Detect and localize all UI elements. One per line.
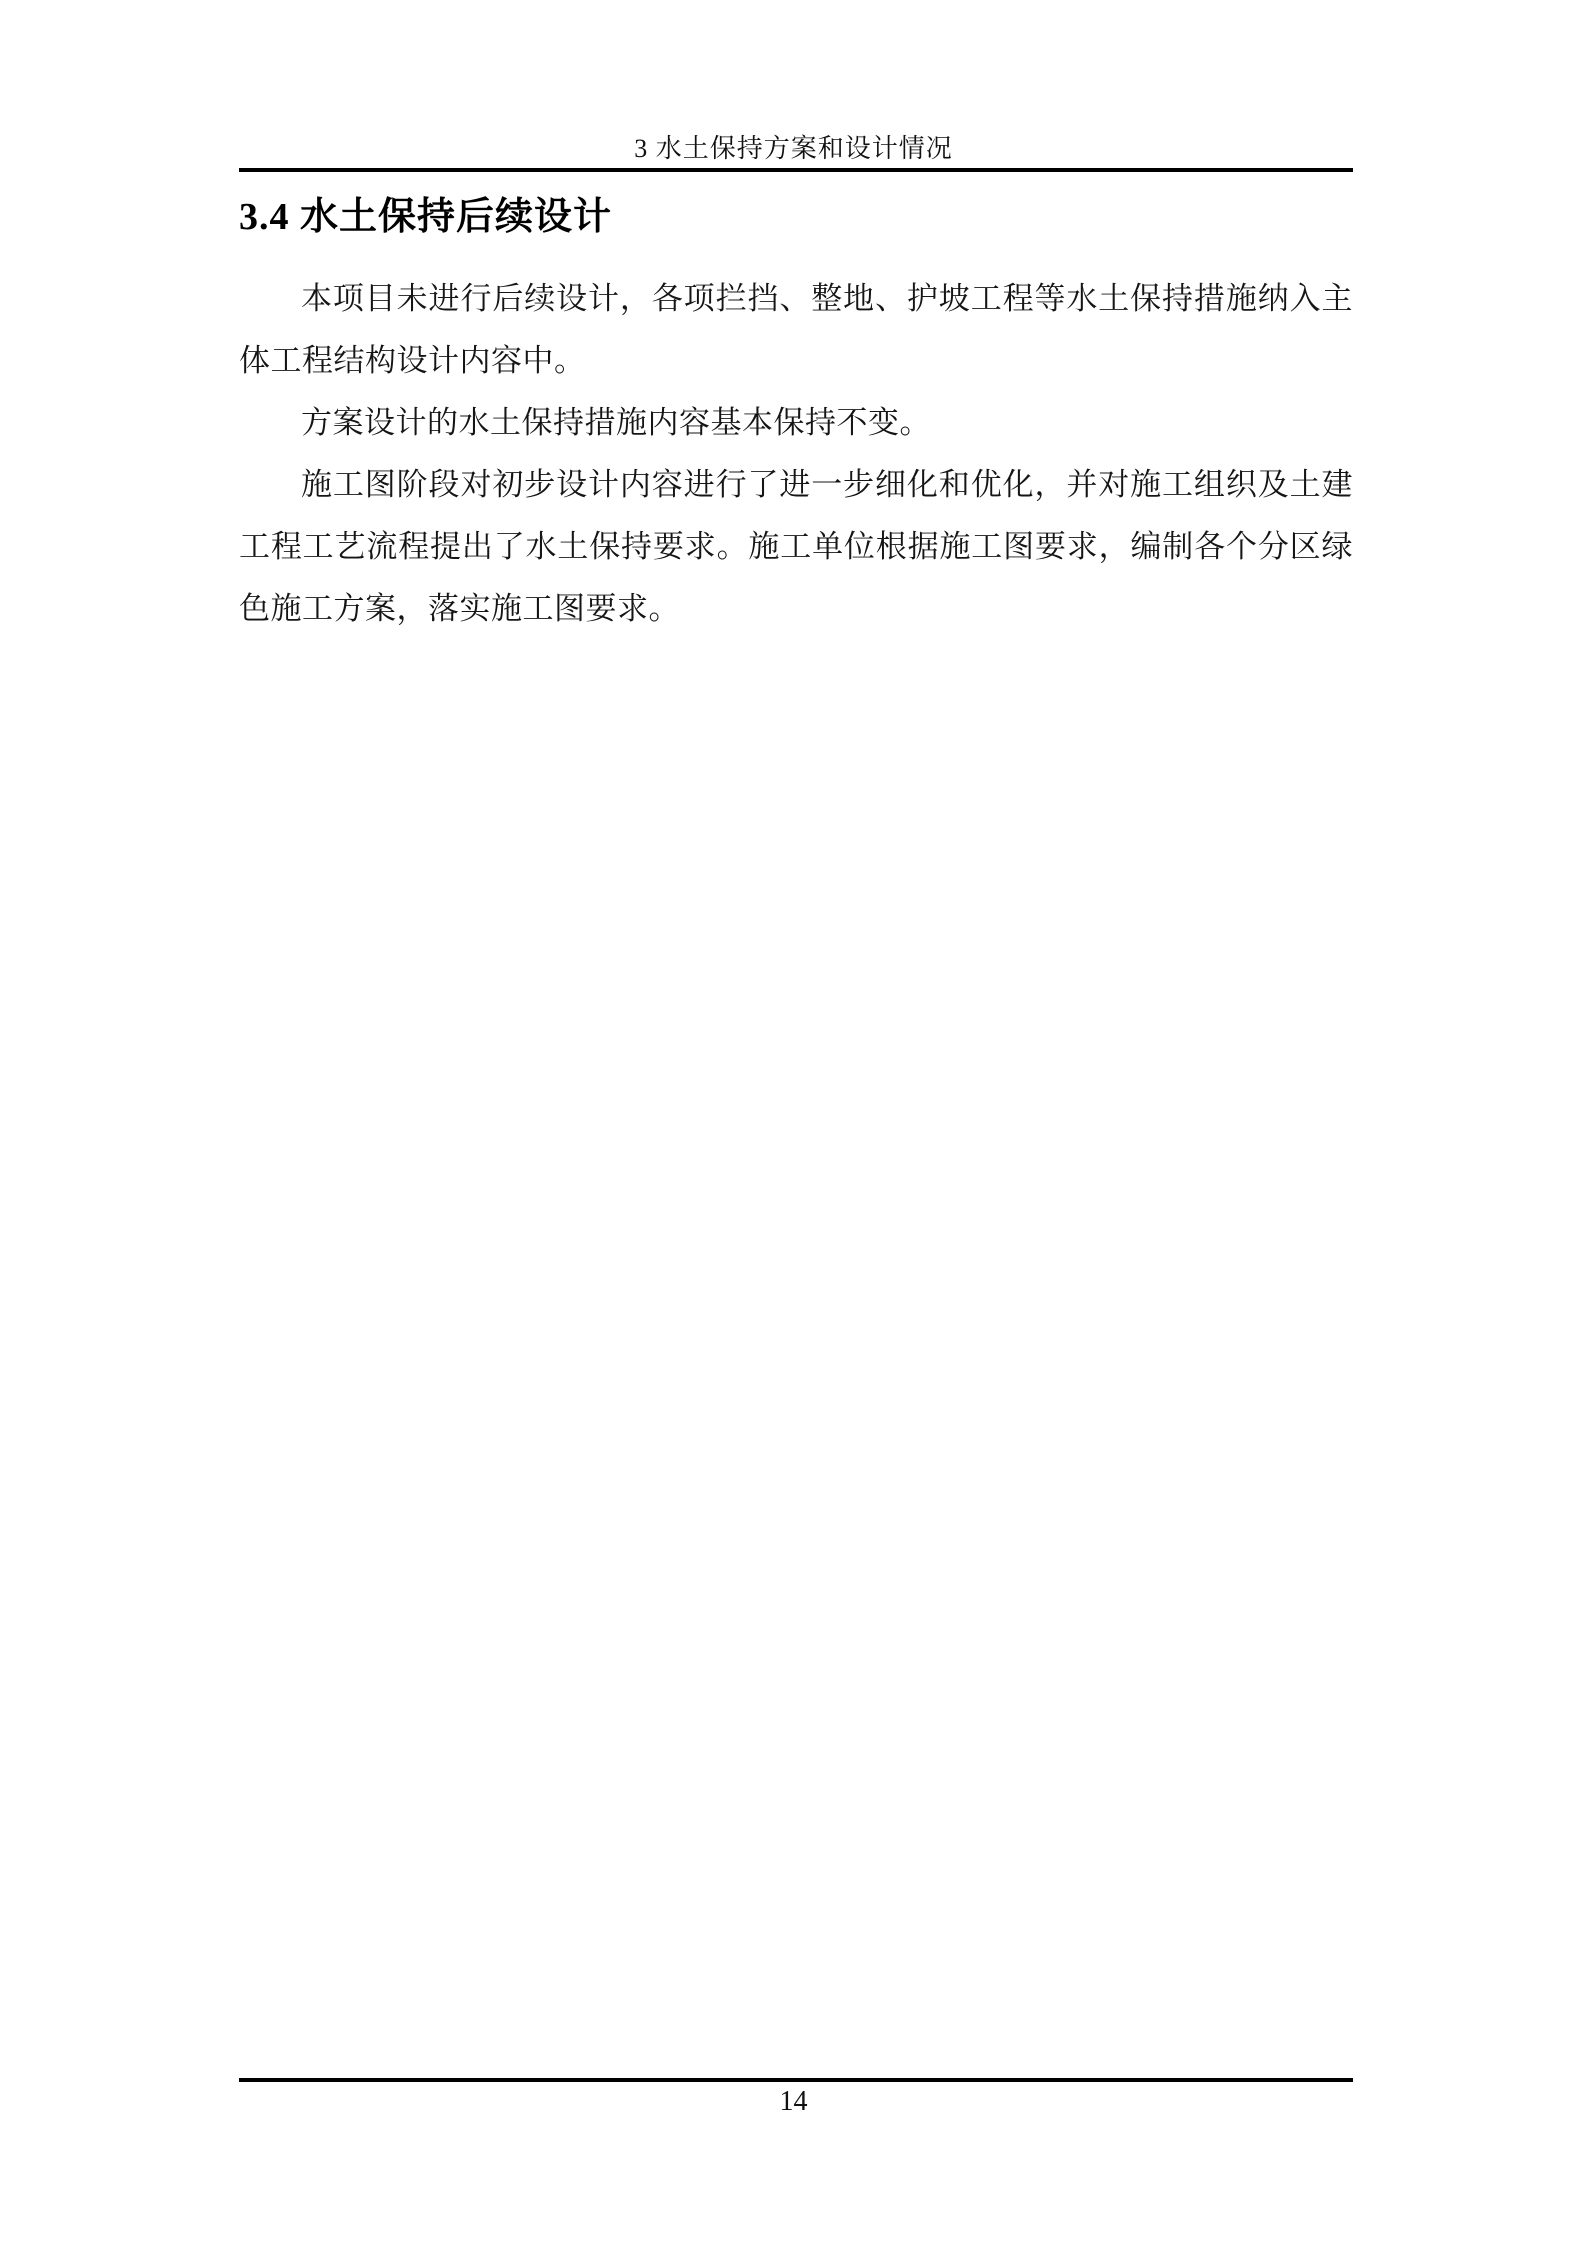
paragraph <box>239 268 1353 392</box>
page-number: 14 <box>779 2086 808 2117</box>
text-line: 方案设计的水土保持措施内容基本保持不变。 <box>301 405 931 440</box>
section-heading: 3.4 水土保持后续设计 <box>239 196 613 238</box>
text-line: 色施工方案，落实施工图要求。 <box>239 591 680 626</box>
running-header-title: 3 水土保持方案和设计情况 <box>634 134 953 163</box>
text-line: 施工图阶段对初步设计内容进行了进一步细化和优化，并对施工组织及土建 <box>301 467 1353 502</box>
paragraph <box>239 454 1353 640</box>
paragraph <box>239 392 1353 454</box>
text-line: 工程工艺流程提出了水土保持要求。施工单位根据施工图要求，编制各个分区绿 <box>239 529 1353 564</box>
text-line: 本项目未进行后续设计，各项拦挡、整地、护坡工程等水土保持措施纳入主 <box>301 281 1353 316</box>
body-text <box>239 268 1353 640</box>
header-rule <box>239 168 1353 172</box>
footer-rule <box>239 2078 1353 2082</box>
text-line: 体工程结构设计内容中。 <box>239 343 586 378</box>
